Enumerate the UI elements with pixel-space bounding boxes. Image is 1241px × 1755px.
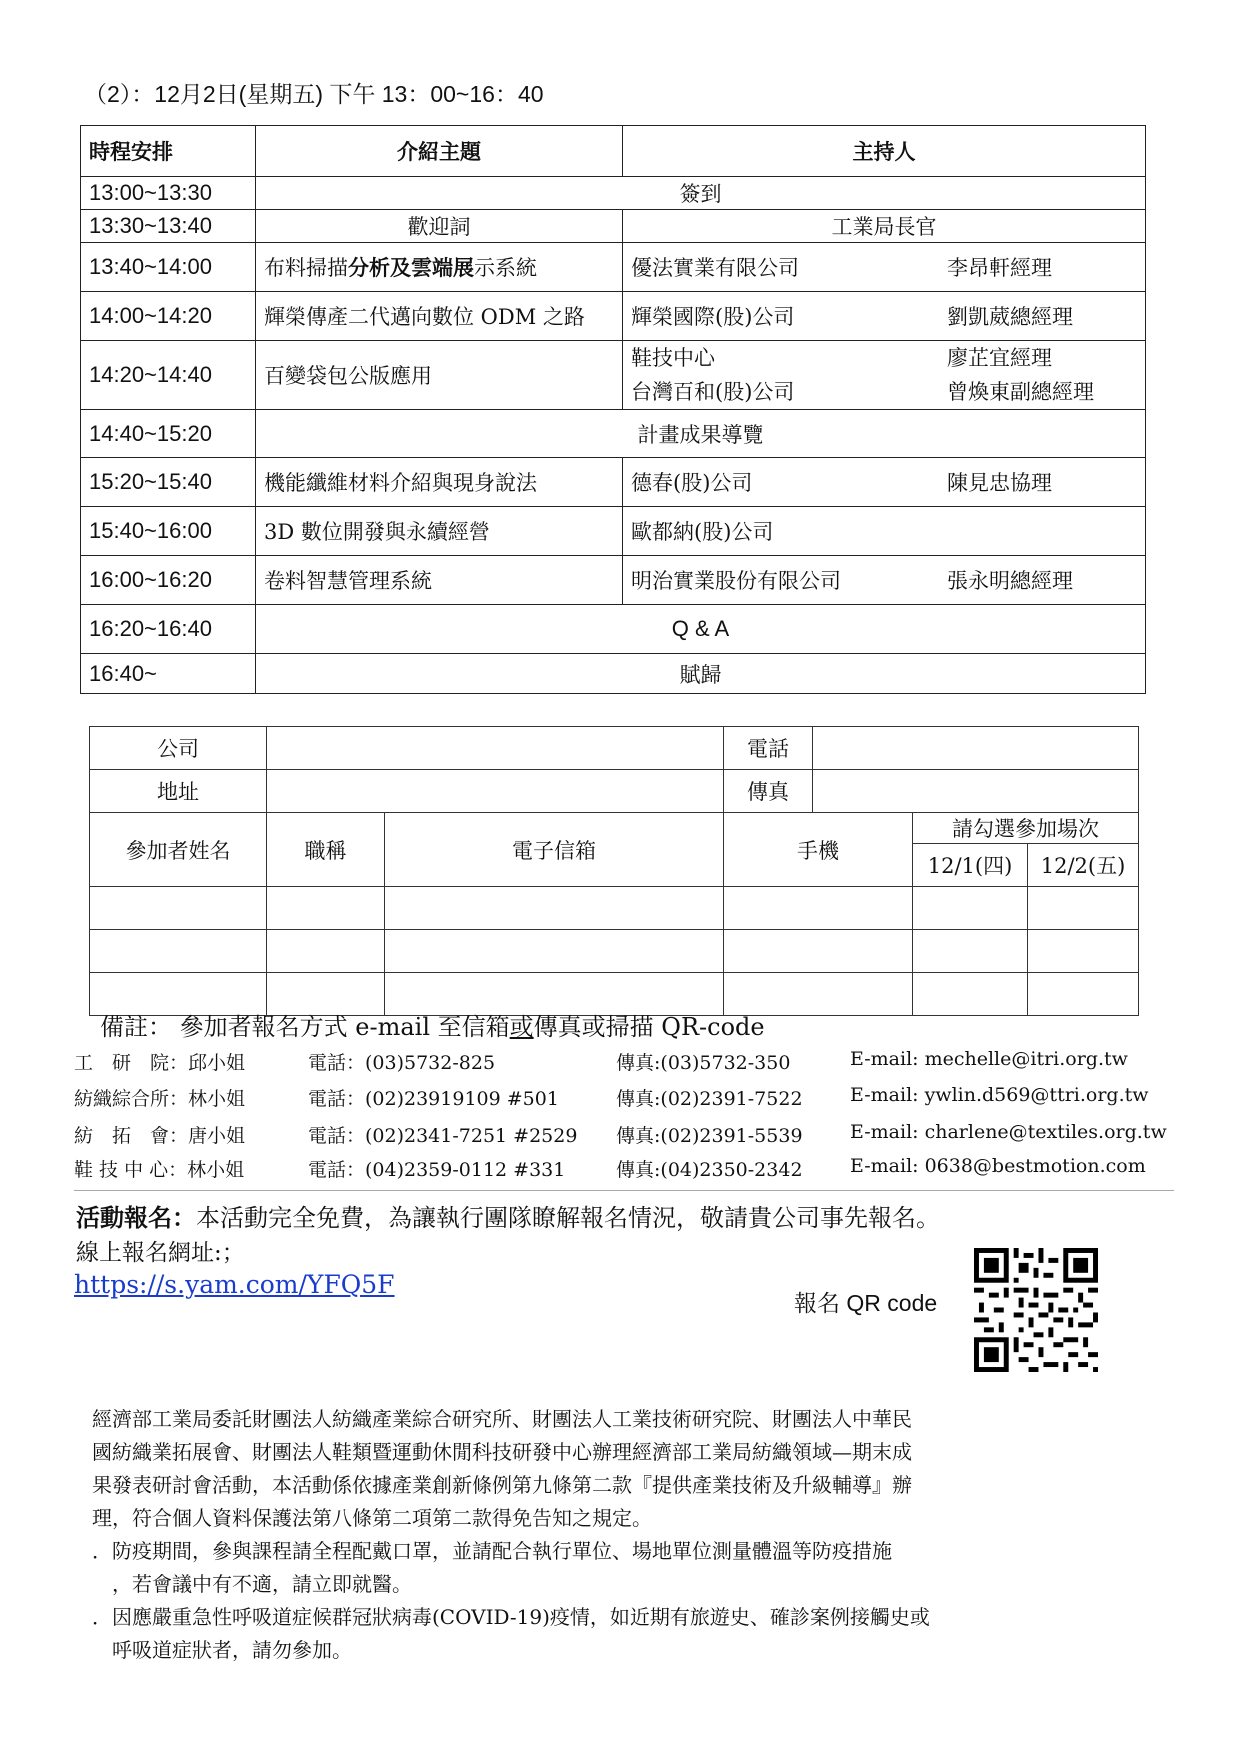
topic-part: 示系統	[474, 256, 537, 280]
address-label: 地址	[90, 770, 267, 813]
remark-prefix: 備註：	[100, 1013, 172, 1041]
contact-email: E-mail: mechelle@itri.org.tw	[850, 1048, 1128, 1070]
header-host: 主持人	[623, 126, 1146, 177]
company-cell: 優法實業有限公司	[623, 243, 940, 292]
remark-text-b: 傳真或掃描 QR-code	[533, 1013, 765, 1041]
note-line: 呼吸道症狀者，請勿參加。	[92, 1638, 352, 1662]
merged-cell: 賦歸	[256, 654, 1146, 694]
company-cell: 明治實業股份有限公司	[623, 556, 940, 605]
registration-label: 活動報名：	[76, 1203, 196, 1232]
table-row	[81, 341, 1146, 410]
note-line: ．防疫期間，參與課程請全程配戴口罩，並請配合執行單位、場地單位測量體溫等防疫措施	[92, 1539, 892, 1563]
session-1-check[interactable]	[913, 887, 1028, 930]
email-field[interactable]	[385, 887, 724, 930]
header-time: 時程安排	[81, 126, 256, 177]
phone-label: 電話	[724, 727, 813, 770]
time-cell: 13:40~14:00	[81, 243, 256, 292]
job-title-field[interactable]	[267, 930, 385, 973]
time-cell: 13:00~13:30	[81, 177, 256, 210]
host-name-cell	[939, 507, 1146, 556]
registration-line	[76, 1198, 940, 1233]
table-row	[81, 292, 1146, 341]
qr-label: 報名 QR code	[794, 1290, 938, 1316]
note-line: ．因應嚴重急性呼吸道症候群冠狀病毒(COVID-19)疫情，如近期有旅遊史、確診案例接觸史或	[92, 1605, 930, 1629]
session-choice-label: 請勾選參加場次	[913, 813, 1139, 844]
table-header-row	[81, 126, 1146, 177]
contact-phone: 電話：(03)5732-825	[308, 1052, 496, 1074]
footer-paragraph	[92, 1403, 1172, 1535]
mobile-label: 手機	[724, 813, 913, 887]
table-row	[81, 605, 1146, 654]
form-header-row	[90, 813, 1139, 844]
host-name-cell: 劉凱葳總經理	[939, 292, 1146, 341]
session-1-check[interactable]	[913, 930, 1028, 973]
contact-fax: 傳真:(03)5732-350	[616, 1052, 791, 1074]
remark-line	[100, 1007, 765, 1042]
form-row	[90, 727, 1139, 770]
contact-row	[74, 1048, 1174, 1084]
session-1-check[interactable]	[913, 973, 1028, 1016]
address-field[interactable]	[267, 770, 724, 813]
host-name-cell	[939, 341, 1146, 410]
topic-cell: 輝榮傳產二代邁向數位 ODM 之路	[256, 292, 623, 341]
contact-email: E-mail: charlene@textiles.org.tw	[850, 1121, 1167, 1143]
session-2-check[interactable]	[1028, 930, 1139, 973]
online-registration-label: 線上報名網址:；	[76, 1240, 245, 1266]
topic-part-bold: 分析及雲端展	[348, 255, 474, 280]
paragraph-line: 果發表研討會活動，本活動係依據產業創新條例第九條第二款『提供產業技術及升級輔導』辦	[92, 1473, 912, 1497]
email-field[interactable]	[385, 930, 724, 973]
contact-phone: 電話：(04)2359-0112 #331	[308, 1159, 566, 1181]
topic-cell: 卷料智慧管理系統	[256, 556, 623, 605]
table-row	[81, 556, 1146, 605]
job-title-label: 職稱	[267, 813, 385, 887]
time-cell: 14:20~14:40	[81, 341, 256, 410]
host-cell: 工業局長官	[623, 210, 1146, 243]
session-2-check[interactable]	[1028, 887, 1139, 930]
registration-text: 本活動完全免費，為讓執行團隊瞭解報名情況，敬請貴公司事先報名。	[196, 1204, 940, 1232]
host-name-cell: 張永明總經理	[939, 556, 1146, 605]
topic-part: 布料掃描	[264, 256, 348, 280]
host-name-cell: 陳見忠協理	[939, 458, 1146, 507]
remark-or: 或	[509, 1013, 534, 1041]
table-row	[81, 410, 1146, 458]
company-field[interactable]	[267, 727, 724, 770]
epidemic-note-1	[92, 1535, 1172, 1601]
contact-row	[74, 1121, 1174, 1157]
topic-cell	[256, 243, 623, 292]
participant-name-label: 參加者姓名	[90, 813, 267, 887]
qr-code-image[interactable]	[974, 1248, 1098, 1372]
table-row	[81, 458, 1146, 507]
table-row	[81, 243, 1146, 292]
time-cell: 15:40~16:00	[81, 507, 256, 556]
company-cell: 歐都納(股)公司	[623, 507, 940, 556]
time-cell: 14:40~15:20	[81, 410, 256, 458]
session-1-label: 12/1(四)	[913, 844, 1028, 887]
company-cell: 輝榮國際(股)公司	[623, 292, 940, 341]
table-row	[81, 210, 1146, 243]
contact-org: 紡織綜合所：林小姐	[74, 1088, 246, 1110]
epidemic-note-2	[92, 1601, 1172, 1667]
registration-link[interactable]: https://s.yam.com/YFQ5F	[74, 1270, 395, 1299]
time-cell: 16:40~	[81, 654, 256, 694]
form-row	[90, 770, 1139, 813]
topic-cell: 3D 數位開發與永續經營	[256, 507, 623, 556]
participant-row	[90, 887, 1139, 930]
company-cell: 德春(股)公司	[623, 458, 940, 507]
mobile-field[interactable]	[724, 930, 913, 973]
time-cell: 16:20~16:40	[81, 605, 256, 654]
schedule-table	[80, 125, 1146, 694]
host-name-line: 廖芷宜經理	[947, 346, 1052, 370]
contact-row	[74, 1155, 1174, 1191]
paragraph-line: 國紡織業拓展會、財團法人鞋類暨運動休閒科技研發中心辦理經濟部工業局紡織領域—期末成	[92, 1440, 912, 1464]
company-line: 鞋技中心	[631, 346, 715, 370]
phone-field[interactable]	[813, 727, 1139, 770]
time-cell: 16:00~16:20	[81, 556, 256, 605]
contact-email: E-mail: 0638@bestmotion.com	[850, 1155, 1146, 1177]
host-name-line: 曾煥東副總經理	[947, 380, 1094, 404]
company-line: 台灣百和(股)公司	[631, 380, 795, 404]
topic-cell: 百變袋包公版應用	[256, 341, 623, 410]
email-label: 電子信箱	[385, 813, 724, 887]
session-2-label: 12/2(五)	[1028, 844, 1139, 887]
contact-fax: 傳真:(04)2350-2342	[616, 1159, 803, 1181]
time-cell: 14:00~14:20	[81, 292, 256, 341]
merged-cell: 簽到	[256, 177, 1146, 210]
company-cell	[623, 341, 940, 410]
company-label: 公司	[90, 727, 267, 770]
fax-field[interactable]	[813, 770, 1139, 813]
contact-org: 鞋 技 中 心：林小姐	[74, 1159, 245, 1181]
contact-phone: 電話：(02)2341-7251 #2529	[308, 1125, 578, 1147]
merged-cell: Q & A	[256, 605, 1146, 654]
merged-cell: 計畫成果導覽	[256, 410, 1146, 458]
paragraph-line: 經濟部工業局委託財團法人紡織產業綜合研究所、財團法人工業技術研究院、財團法人中華民	[92, 1407, 912, 1431]
participant-name-field[interactable]	[90, 887, 267, 930]
contact-row	[74, 1084, 1174, 1120]
table-row	[81, 507, 1146, 556]
contact-phone: 電話：(02)23919109 #501	[308, 1088, 559, 1110]
divider	[74, 1190, 1174, 1191]
header-topic: 介紹主題	[256, 126, 623, 177]
table-row	[81, 177, 1146, 210]
fax-label: 傳真	[724, 770, 813, 813]
time-cell: 13:30~13:40	[81, 210, 256, 243]
mobile-field[interactable]	[724, 887, 913, 930]
participant-row	[90, 930, 1139, 973]
session-heading: （2）：12月2日(星期五) 下午 13：00~16：40	[84, 81, 544, 107]
job-title-field[interactable]	[267, 887, 385, 930]
time-cell: 15:20~15:40	[81, 458, 256, 507]
session-2-check[interactable]	[1028, 973, 1139, 1016]
contact-org: 工 研 院：邱小姐	[74, 1052, 246, 1074]
remark-text: 參加者報名方式 e-mail 至信箱	[179, 1013, 510, 1041]
contact-fax: 傳真:(02)2391-7522	[616, 1088, 803, 1110]
registration-form	[89, 726, 1139, 1016]
contact-fax: 傳真:(02)2391-5539	[616, 1125, 803, 1147]
table-row	[81, 654, 1146, 694]
topic-cell: 機能纖維材料介紹與現身說法	[256, 458, 623, 507]
contact-email: E-mail: ywlin.d569@ttri.org.tw	[850, 1084, 1149, 1106]
host-name-cell: 李昂軒經理	[939, 243, 1146, 292]
note-line: ，若會議中有不適，請立即就醫。	[92, 1572, 412, 1596]
topic-cell: 歡迎詞	[256, 210, 623, 243]
participant-name-field[interactable]	[90, 930, 267, 973]
contact-org: 紡 拓 會：唐小姐	[74, 1125, 246, 1147]
paragraph-line: 理，符合個人資料保護法第八條第二項第二款得免告知之規定。	[92, 1506, 652, 1530]
